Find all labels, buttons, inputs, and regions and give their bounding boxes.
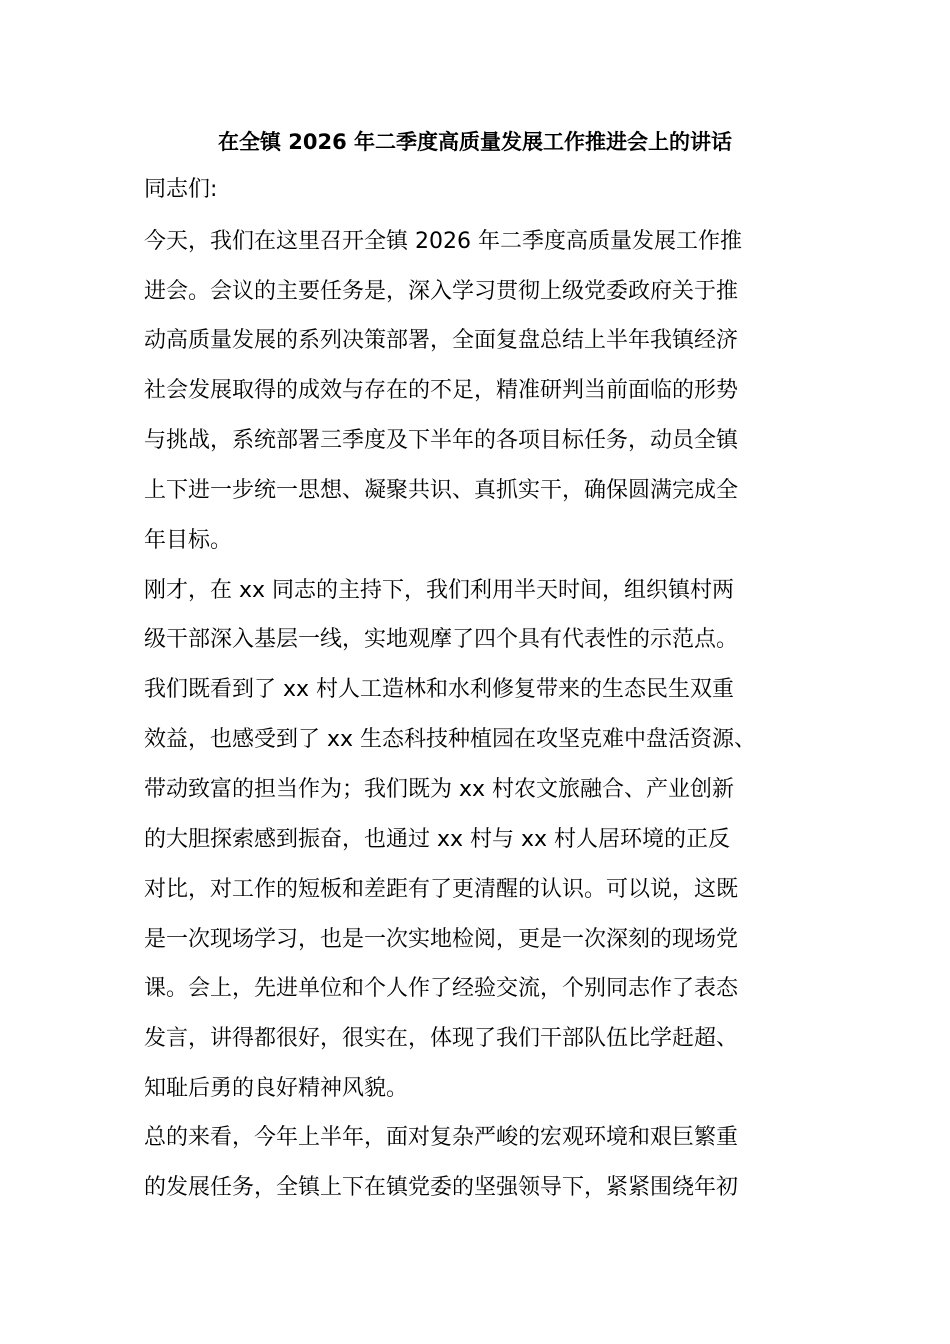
body-line: 对比，对工作的短板和差距有了更清醒的认识。可以说，这既	[144, 877, 739, 902]
body-line: 年目标。	[144, 528, 233, 553]
body-line: 今天，我们在这里召开全镇 2026 年二季度高质量发展工作推	[144, 229, 742, 254]
body-line: 上下进一步统一思想、凝聚共识、真抓实干，确保圆满完成全	[144, 478, 739, 503]
body-line: 动高质量发展的系列决策部署，全面复盘总结上半年我镇经济	[144, 328, 739, 353]
body-line: 与挑战，系统部署三季度及下半年的各项目标任务，动员全镇	[144, 428, 739, 453]
body-line: 的发展任务，全镇上下在镇党委的坚强领导下，紧紧围绕年初	[144, 1175, 739, 1200]
body-line: 我们既看到了 xx 村人工造林和水利修复带来的生态民生双重	[144, 677, 735, 702]
body-line: 是一次现场学习，也是一次实地检阅，更是一次深刻的现场党	[144, 927, 739, 952]
body-line: 效益，也感受到了 xx 生态科技种植园在攻坚克难中盘活资源、	[144, 727, 757, 752]
body-line: 知耻后勇的良好精神风貌。	[144, 1076, 409, 1101]
body-line: 刚才，在 xx 同志的主持下，我们利用半天时间，组织镇村两	[144, 578, 735, 603]
body-line: 进会。会议的主要任务是，深入学习贯彻上级党委政府关于推	[144, 279, 739, 304]
body-line: 发言，讲得都很好，很实在，体现了我们干部队伍比学赶超、	[144, 1026, 739, 1051]
body-line: 课。会上，先进单位和个人作了经验交流，个别同志作了表态	[144, 976, 739, 1001]
document-title: 在全镇 2026 年二季度高质量发展工作推进会上的讲话	[217, 130, 733, 154]
body-line: 级干部深入基层一线，实地观摩了四个具有代表性的示范点。	[144, 627, 739, 652]
body-line: 社会发展取得的成效与存在的不足，精准研判当前面临的形势	[144, 378, 739, 403]
body-line: 的大胆探索感到振奋，也通过 xx 村与 xx 村人居环境的正反	[144, 827, 731, 852]
salutation-line: 同志们:	[144, 177, 218, 202]
body-line: 总的来看，今年上半年，面对复杂严峻的宏观环境和艰巨繁重	[144, 1125, 739, 1150]
body-line: 带动致富的担当作为；我们既为 xx 村农文旅融合、产业创新	[144, 777, 735, 802]
